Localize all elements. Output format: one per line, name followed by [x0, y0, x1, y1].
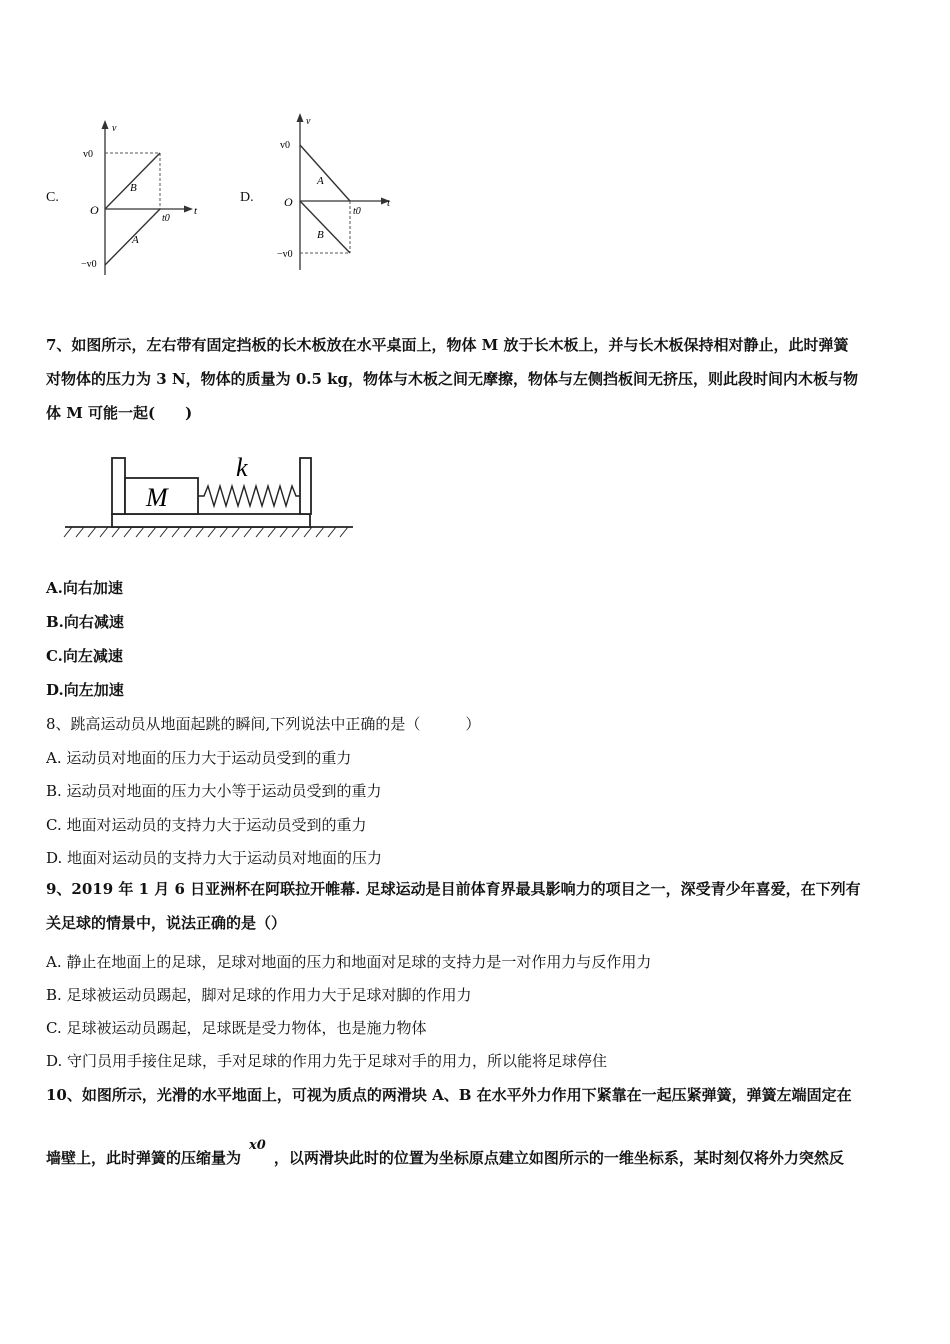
q8-stem: 8、跳高运动员从地面起跳的瞬间,下列说法中正确的是（ ） — [46, 715, 481, 733]
graph-c-t-arrow — [184, 206, 193, 213]
q8-option-a: A. 运动员对地面的压力大于运动员受到的重力 — [46, 749, 352, 767]
q7-figure — [60, 448, 360, 543]
graph-d-b-label: B — [317, 229, 324, 241]
graph-c-t-label: t — [194, 205, 198, 217]
graph-c — [80, 115, 220, 280]
question-7 — [46, 328, 908, 430]
graph-c-line-b — [105, 153, 160, 209]
graph-d-a-label: A — [317, 175, 324, 187]
q10-x0-symbol: x0 — [249, 1138, 266, 1153]
q10-line2-a: 墙壁上，此时弹簧的压缩量为 — [46, 1149, 242, 1167]
graph-c-a-label: A — [132, 234, 139, 246]
q10-line1: 10、如图所示，光滑的水平地面上，可视为质点的两滑块 A、B 在水平外力作用下紧靠在一起压紧弹簧，弹簧左端固定在 — [46, 1086, 852, 1104]
graph-c-t0-label: t0 — [162, 213, 170, 224]
graph-d-v-arrow — [297, 113, 304, 122]
q9-option-b: B. 足球被运动员踢起，脚对足球的作用力大于足球对脚的作用力 — [46, 986, 472, 1004]
graph-d-t0-label: t0 — [353, 206, 361, 217]
right-stop — [300, 458, 311, 514]
q10-line2 — [46, 1138, 844, 1170]
q7-line3: 体 M 可能一起( ) — [46, 404, 193, 422]
q7-option-c: C.向左减速 — [46, 647, 123, 665]
q9-option-d: D. 守门员用手接住足球，手对足球的作用力先于足球对手的用力，所以能将足球停住 — [46, 1052, 608, 1070]
long-board — [112, 514, 310, 527]
spring-k-label: k — [236, 453, 248, 482]
graph-d-origin-label: O — [284, 195, 293, 209]
graph-d-v-label: v — [306, 116, 311, 127]
graph-d-negv0-label: −v0 — [277, 249, 293, 260]
left-stop — [112, 458, 125, 514]
q7-option-d: D.向左加速 — [46, 681, 124, 699]
q9-line1: 9、2019 年 1 月 6 日亚洲杯在阿联拉开帷幕. 足球运动是目前体育界最具影响力的项目之一，深受青少年喜爱，在下列有 — [46, 880, 861, 898]
option-c-label: C. — [46, 190, 59, 205]
q9-option-c: C. 足球被运动员踢起，足球既是受力物体，也是施力物体 — [46, 1019, 427, 1037]
q7-option-a: A.向右加速 — [46, 579, 123, 597]
graph-d-line-b — [300, 201, 350, 253]
q7-option-b: B.向右减速 — [46, 613, 124, 631]
graph-c-negv0-label: −v0 — [81, 259, 97, 270]
q8-option-c: C. 地面对运动员的支持力大于运动员受到的重力 — [46, 816, 367, 834]
block-m-label: M — [146, 483, 168, 512]
graph-d-t-label: t — [387, 197, 391, 209]
graph-c-v0-label: v0 — [83, 149, 93, 160]
q9-option-a: A. 静止在地面上的足球，足球对地面的压力和地面对足球的支持力是一对作用力与反作用力 — [46, 953, 652, 971]
option-d-label: D. — [240, 190, 254, 205]
graph-d-v0-label: v0 — [280, 140, 290, 151]
q8-option-d: D. 地面对运动员的支持力大于运动员对地面的压力 — [46, 849, 383, 867]
graph-d — [275, 108, 405, 276]
ground-hatching — [64, 527, 348, 537]
q7-line1: 7、如图所示，左右带有固定挡板的长木板放在水平桌面上，物体 M 放于长木板上，并与长木板保持相对静止，此时弹簧 — [46, 336, 849, 354]
graph-c-b-label: B — [130, 182, 137, 194]
q7-line2: 对物体的压力为 3 N，物体的质量为 0.5 kg，物体与木板之间无摩擦，物体与左侧挡板间无挤压，则此段时间内木板与物 — [46, 370, 859, 388]
graph-c-v-arrow — [102, 120, 109, 129]
graph-c-origin-label: O — [90, 203, 99, 217]
graph-d-line-a — [300, 145, 350, 201]
q9-line2: 关足球的情景中，说法正确的是（） — [46, 914, 287, 932]
spring — [198, 486, 300, 506]
question-9 — [46, 872, 908, 940]
q10-line2-b: ，以两滑块此时的位置为坐标原点建立如图所示的一维坐标系，某时刻仅将外力突然反 — [273, 1149, 844, 1167]
graph-c-v-label: v — [112, 123, 117, 134]
q8-option-b: B. 运动员对地面的压力大小等于运动员受到的重力 — [46, 782, 382, 800]
